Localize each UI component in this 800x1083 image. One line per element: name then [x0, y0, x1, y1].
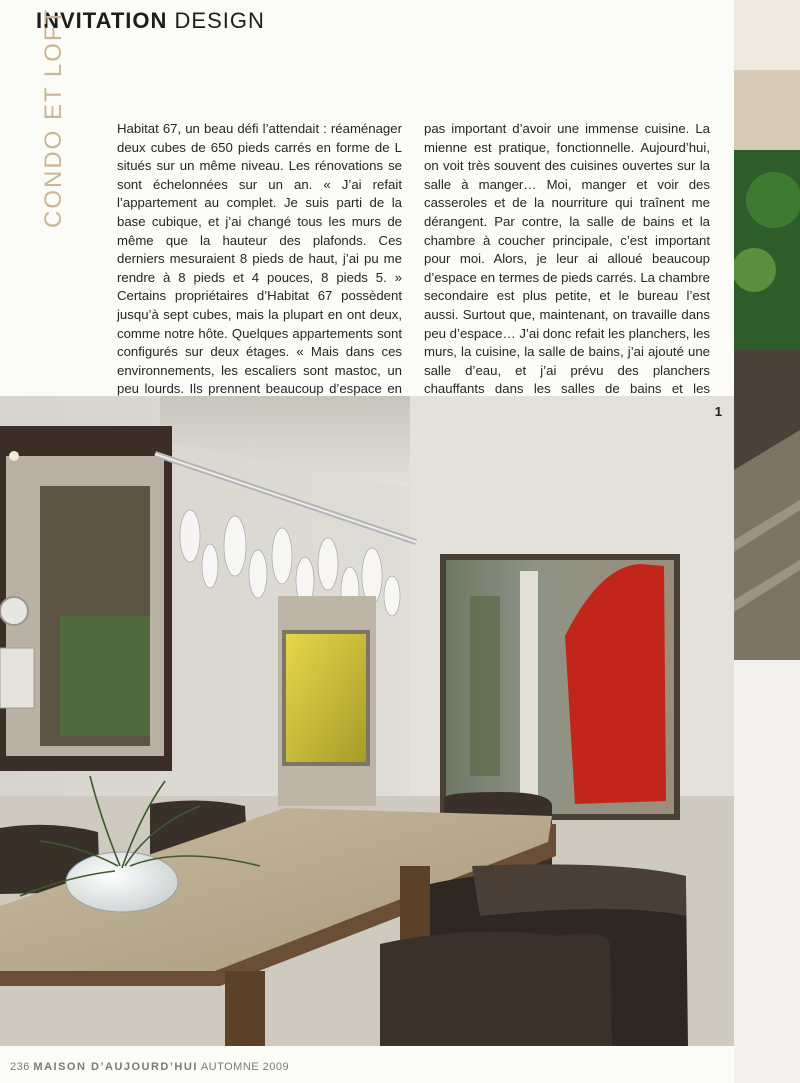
- issue-label: AUTOMNE 2009: [200, 1061, 290, 1073]
- vertical-category-label: CONDO ET LOFT: [40, 7, 67, 228]
- photo-number: 1: [714, 404, 722, 419]
- page-footer: [10, 1061, 289, 1073]
- doorway-with-yellow-painting: [278, 596, 376, 806]
- section-header: [36, 8, 265, 34]
- adjacent-page-photo: [734, 0, 800, 1083]
- page-number: 236: [10, 1061, 30, 1073]
- wall-mirror: [0, 426, 172, 771]
- magazine-title: MAISON D’AUJOURD’HUI: [33, 1061, 198, 1073]
- abstract-painting: [440, 554, 680, 820]
- ceiling-spotlight: [9, 451, 19, 461]
- section-title-bold: INVITATION: [36, 8, 168, 33]
- dining-room-illustration: [0, 396, 734, 1046]
- paragraph: pas important d’avoir une immense cuisine. La mienne est pratique, fonctionnelle. Aujourd’hui, on voit très souvent des cuisines ouvertes sur la salle à manger… Moi, manger et voir des casseroles et de la nourriture qui traînent me dérangent. Par contre, la salle de bains et la chambre à coucher principale, c’est important pour moi. Alors, je leur ai alloué beaucoup d’espace en termes de pieds carrés. La chambre secondaire est plus petite, et le bureau l’est aussi. Surtout que, maintenant, on travaille dans peu d’espace… J’ai donc refait les planchers, les murs, la cuisine, la salle de bains, j’ai ajouté une salle d’eau, et j’ai prévu des planchers chauffants dans les salles de bains et les: [424, 121, 710, 397]
- section-title-light: DESIGN: [174, 8, 265, 33]
- dining-room-photo: [0, 396, 734, 1046]
- paragraph: Habitat 67, un beau défi l’attendait : réaménager deux cubes de 650 pieds carrés en forme de L situés sur un même niveau. Les rénovations se sont échelonnées sur un an. « J’ai refait l’appartement au complet. Je suis parti de la base cubique, et j’ai changé tous les murs de même que la hauteur des plafonds. Ces derniers mesuraient 8 pieds de haut, j’ai pu me rendre à 8 pieds et 4 pouces, 8 pieds 5. » Certains propriétaires d’Habitat 67 possèdent jusqu’à sept cubes, mais la plupart en ont deux, comme notre hôte. Quelques appartements sont configurés sur deux étages. « Mais dans ces environnements, les escaliers sont mastoc, un peu lourds. Ils prennent beaucoup d’espace en: [117, 121, 402, 397]
- terrace-photo-crop: [734, 0, 800, 1083]
